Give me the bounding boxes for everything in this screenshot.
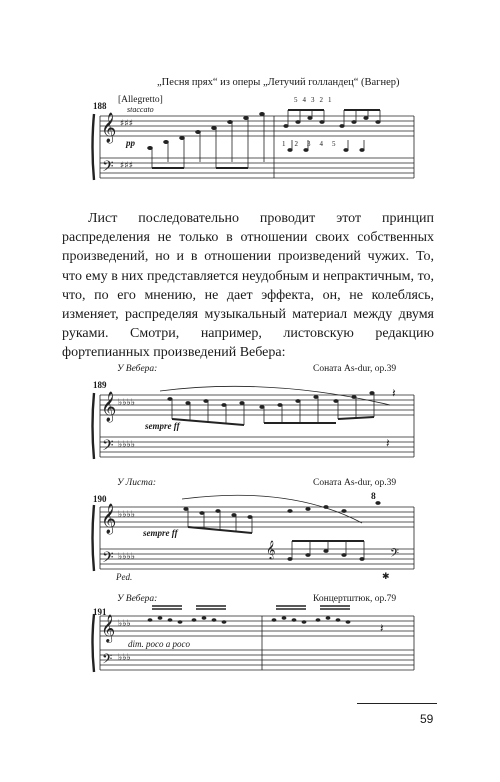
svg-text:𝄽: 𝄽 (392, 386, 396, 400)
example-190-source: У Листа: (117, 478, 157, 488)
example-190-dynamic: sempre ff (143, 528, 178, 538)
example-191-number: 191 (93, 607, 107, 617)
svg-text:𝄞: 𝄞 (101, 392, 117, 422)
example-190-number: 190 (93, 494, 107, 504)
svg-text:♯♯♯: ♯♯♯ (120, 119, 134, 129)
svg-text:♭♭♭♭: ♭♭♭♭ (118, 510, 135, 520)
example-190-score (90, 497, 420, 582)
svg-text:♭♭♭: ♭♭♭ (118, 619, 131, 629)
footer-rule (357, 703, 437, 704)
example-188-fingering-bottom: 12345 (282, 140, 345, 148)
svg-text:𝄽: 𝄽 (386, 436, 390, 450)
paragraph-text: Лист последовательно проводит этот принцип распределения не только в отношении своих собственных произведений, но и в отношении произведений чужих. То, что ему в них представляется неудобным и непрактичным, то, что, по его мнению, не дает эффекта, он, не колеблясь, изменяет, распределяя музыкальный материал между двумя руками. Смотри, например, листовскую редакцию фортепианных произведений Вебера: (62, 211, 434, 361)
example-188-tempo: [Allegretto] (118, 95, 163, 105)
svg-text:♭♭♭: ♭♭♭ (118, 653, 131, 663)
example-190-pedal: Ped. (116, 572, 133, 582)
example-189-work: Соната As-dur, op.39 (313, 364, 397, 374)
svg-text:𝄞: 𝄞 (266, 540, 276, 559)
example-189-source: У Вебера: (117, 364, 158, 374)
svg-text:𝄢: 𝄢 (102, 158, 114, 179)
example-191-score (90, 612, 420, 674)
svg-text:𝄞: 𝄞 (101, 504, 117, 534)
example-188-score (90, 108, 420, 188)
svg-text:𝄞: 𝄞 (101, 614, 116, 642)
body-paragraph (62, 209, 434, 363)
example-188-fingering-top: 54321 (294, 96, 337, 104)
example-191-work: Концертштюк, op.79 (313, 594, 397, 604)
svg-text:𝄽: 𝄽 (380, 621, 384, 635)
svg-text:♭♭♭♭: ♭♭♭♭ (118, 398, 135, 408)
svg-text:♭♭♭♭: ♭♭♭♭ (118, 440, 135, 450)
example-188-title: „Песня прях“ из оперы „Летучий голландец“ (Вагнер) (157, 77, 400, 88)
example-190-work: Соната As-dur, op.39 (313, 478, 397, 488)
page-number: 59 (420, 712, 434, 726)
example-189-score (90, 383, 420, 465)
example-190-octave: 8 (371, 492, 376, 502)
svg-text:𝄢: 𝄢 (102, 437, 114, 458)
example-188-dynamic: pp (126, 138, 135, 148)
example-191-dynamic: dim. poco a poco (128, 639, 190, 649)
svg-text:𝄢: 𝄢 (102, 651, 113, 670)
example-189-dynamic: sempre ff (145, 421, 180, 431)
example-188-articulation: staccato (127, 105, 154, 114)
svg-text:𝄞: 𝄞 (101, 113, 117, 143)
svg-text:𝄢: 𝄢 (102, 549, 114, 570)
svg-text:♭♭♭♭: ♭♭♭♭ (118, 552, 135, 562)
example-191-source: У Вебера: (117, 594, 158, 604)
svg-text:✱: ✱ (382, 572, 390, 582)
example-189-number: 189 (93, 380, 107, 390)
example-188-number: 188 (93, 101, 107, 111)
svg-text:𝄢: 𝄢 (390, 547, 400, 563)
svg-text:♯♯♯: ♯♯♯ (120, 161, 134, 171)
